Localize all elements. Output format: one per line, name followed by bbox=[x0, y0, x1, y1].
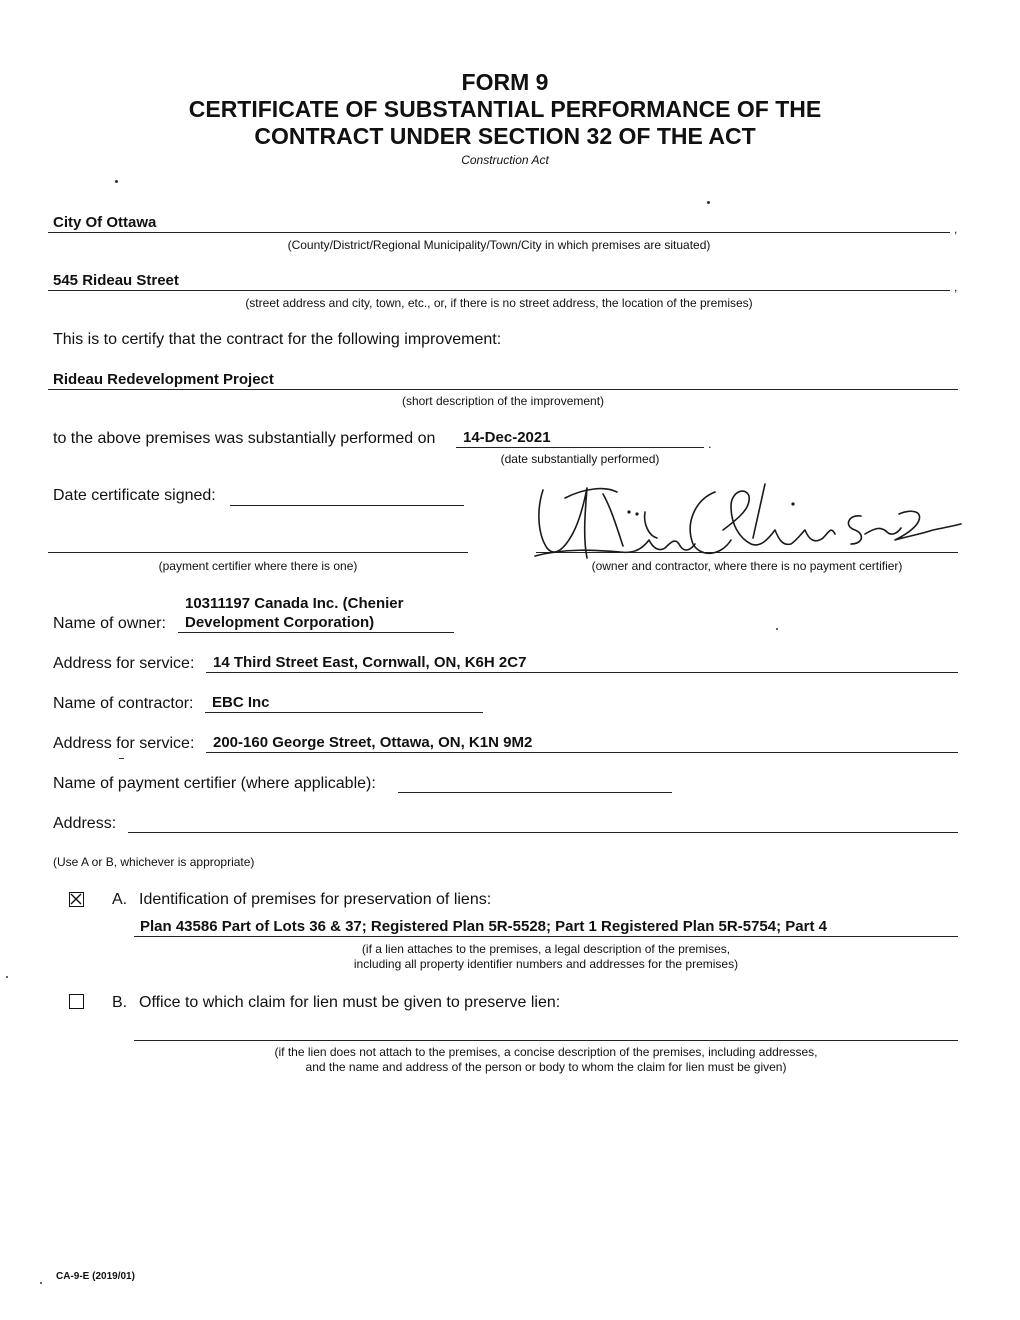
comma: , bbox=[954, 222, 958, 236]
premises-line bbox=[48, 290, 950, 291]
option-a-line bbox=[134, 936, 958, 937]
option-b-caption2: and the name and address of the person or body to whom the claim for lien must be given) bbox=[305, 1060, 787, 1074]
period: . bbox=[708, 436, 712, 451]
contractor-label: Name of contractor: bbox=[53, 695, 194, 712]
municipality-line bbox=[48, 232, 950, 233]
owner-address-value: 14 Third Street East, Cornwall, ON, K6H 2C7 bbox=[213, 654, 527, 671]
contractor-address-value: 200-160 George Street, Ottawa, ON, K1N 9M2 bbox=[213, 734, 533, 751]
option-a-checkbox[interactable] bbox=[69, 892, 84, 907]
premises-caption: (street address and city, town, etc., or, if there is no street address, the location of the premises) bbox=[245, 296, 753, 310]
scan-mark bbox=[119, 758, 124, 759]
option-a-caption2: including all property identifier numbers and addresses for the premises) bbox=[353, 957, 739, 971]
option-a-letter: A. bbox=[112, 891, 128, 908]
option-b-caption1: (if the lien does not attach to the premises, a concise description of the premises, including addresses, bbox=[274, 1045, 818, 1059]
address-label: Address: bbox=[53, 815, 117, 832]
owner-address-line bbox=[206, 672, 958, 673]
option-b-checkbox[interactable] bbox=[69, 994, 84, 1009]
certify-text: This is to certify that the contract for the following improvement: bbox=[53, 331, 502, 348]
improvement-value: Rideau Redevelopment Project bbox=[53, 371, 274, 388]
municipality-value: City Of Ottawa bbox=[53, 214, 157, 231]
municipality-caption: (County/District/Regional Municipality/Town/City in which premises are situated) bbox=[287, 238, 711, 252]
act-name: Construction Act bbox=[461, 153, 549, 167]
payment-certifier-caption: (payment certifier where there is one) bbox=[158, 559, 358, 573]
date-signed-label: Date certificate signed: bbox=[53, 487, 216, 504]
option-a-legal-description: Plan 43586 Part of Lots 36 & 37; Registered Plan 5R-5528; Part 1 Registered Plan 5R-5754; Part 4 bbox=[140, 918, 827, 935]
payment-certifier-line bbox=[398, 792, 672, 793]
owner-line bbox=[178, 632, 454, 633]
option-a-caption1: (if a lien attaches to the premises, a legal description of the premises, bbox=[361, 942, 731, 956]
performed-caption: (date substantially performed) bbox=[500, 452, 660, 466]
scan-speck bbox=[40, 1282, 42, 1284]
comma: , bbox=[954, 280, 958, 294]
use-note: (Use A or B, whichever is appropriate) bbox=[53, 855, 255, 869]
owner-name-line2: Development Corporation) bbox=[185, 614, 375, 631]
payment-certifier-label: Name of payment certifier (where applicable): bbox=[53, 775, 376, 792]
option-b-line bbox=[134, 1040, 958, 1041]
performed-date: 14-Dec-2021 bbox=[463, 429, 551, 446]
contractor-line bbox=[205, 712, 483, 713]
scan-speck bbox=[6, 976, 8, 978]
scan-speck bbox=[115, 180, 118, 183]
premises-value: 545 Rideau Street bbox=[53, 272, 179, 289]
checkmark-x-icon bbox=[70, 893, 82, 905]
scan-speck bbox=[707, 201, 710, 204]
improvement-caption: (short description of the improvement) bbox=[401, 394, 605, 408]
performed-line bbox=[456, 447, 704, 448]
performed-label: to the above premises was substantially performed on bbox=[53, 430, 436, 447]
contractor-value: EBC Inc bbox=[212, 694, 270, 711]
scan-speck bbox=[776, 628, 778, 630]
owner-name-line1: 10311197 Canada Inc. (Chenier bbox=[185, 595, 404, 612]
owner-contractor-caption: (owner and contractor, where there is no payment certifier) bbox=[591, 559, 903, 573]
option-b-letter: B. bbox=[112, 994, 128, 1011]
form-title-line2: CONTRACT UNDER SECTION 32 OF THE ACT bbox=[254, 123, 756, 149]
option-a-label: Identification of premises for preservation of liens: bbox=[139, 891, 492, 908]
form-number: FORM 9 bbox=[461, 69, 549, 95]
form-code: CA-9-E (2019/01) bbox=[56, 1271, 135, 1282]
contractor-address-label: Address for service: bbox=[53, 735, 195, 752]
improvement-line bbox=[48, 389, 958, 390]
address-line bbox=[128, 832, 958, 833]
form-title-line1: CERTIFICATE OF SUBSTANTIAL PERFORMANCE OF THE bbox=[188, 96, 822, 122]
handwritten-signature bbox=[525, 478, 965, 573]
option-b-label: Office to which claim for lien must be given to preserve lien: bbox=[139, 994, 561, 1011]
date-signed-line bbox=[230, 505, 464, 506]
payment-certifier-signature-line bbox=[48, 552, 468, 553]
contractor-address-line bbox=[206, 752, 958, 753]
owner-address-label: Address for service: bbox=[53, 655, 195, 672]
owner-label: Name of owner: bbox=[53, 615, 166, 632]
